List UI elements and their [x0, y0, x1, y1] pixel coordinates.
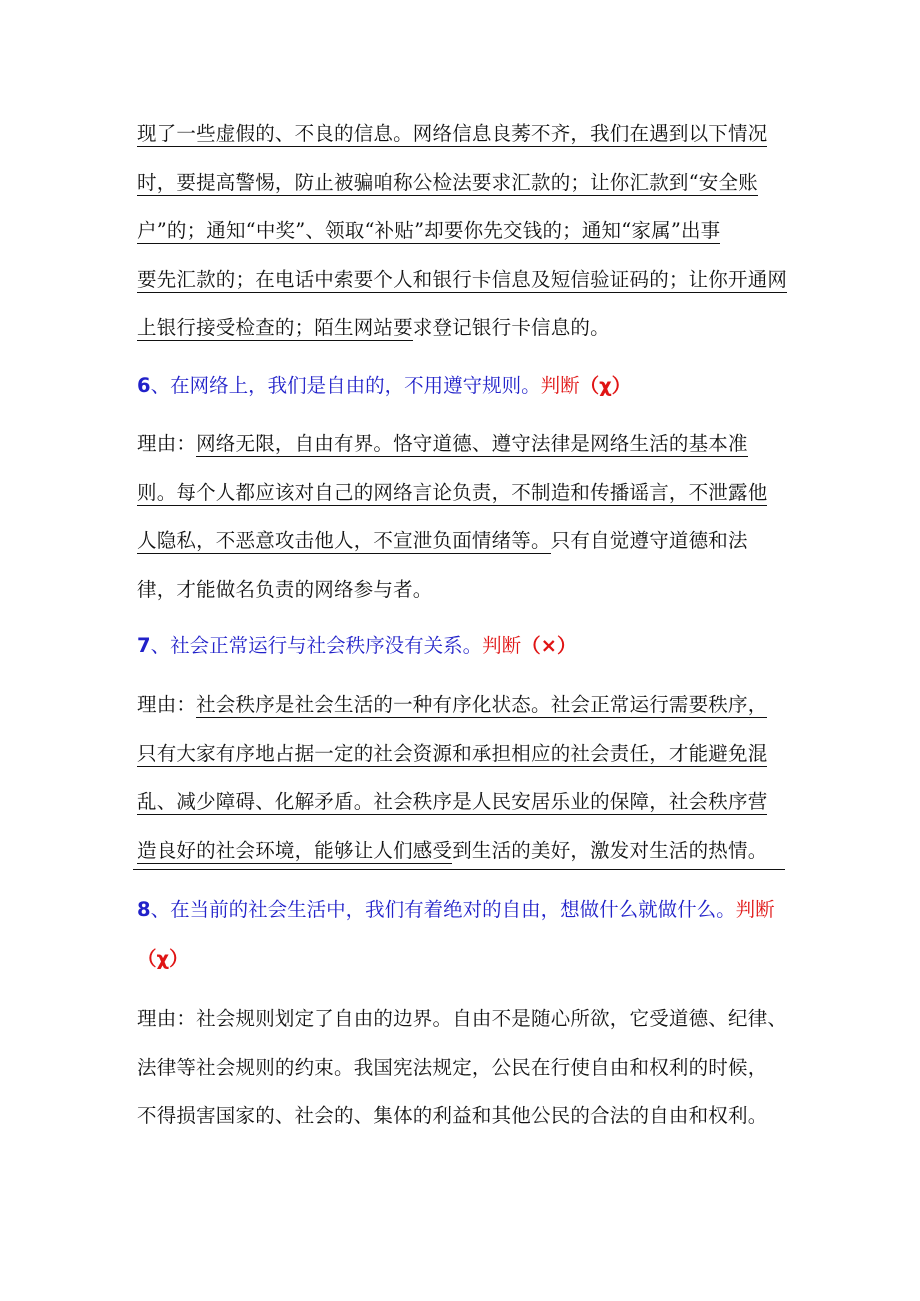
question-7-text: 、社会正常运行与社会秩序没有关系。	[150, 634, 483, 657]
question-6-reason-line-3-underlined: 人隐私，不恶意攻击他人，不宣泄负面情绪等。	[137, 529, 551, 553]
question-6-reason	[137, 420, 797, 614]
question-6-reason-label: 理由：	[137, 432, 197, 455]
question-7-judge-label: 判断	[482, 634, 522, 657]
question-6-reason-line-4: 律，才能做名负责的网络参与者。	[137, 577, 433, 601]
intro-line-4: 要先汇款的；在电话中索要个人和银行卡信息及短信验证码的；让你开通网	[137, 267, 788, 291]
question-6-reason-line-2: 则。每个人都应该对自己的网络言论负责，不制造和传播谣言，不泄露他	[137, 480, 768, 504]
question-7-reason	[137, 681, 797, 875]
question-8-reason	[137, 995, 797, 1141]
question-8-reason-line-1: 理由：社会规则划定了自由的边界。自由不是随心所欲，它受道德、纪律、	[137, 1007, 788, 1030]
question-6-number: 6	[137, 374, 151, 397]
intro-line-5-plain: 求登记银行卡信息的。	[412, 316, 610, 340]
question-7-reason-line-1: 社会秩序是社会生活的一种有序化状态。社会正常运行需要秩序，	[196, 693, 768, 716]
question-6	[137, 362, 797, 411]
question-8-answer: （χ）	[137, 946, 189, 970]
question-6-judge-label: 判断	[540, 374, 580, 397]
horizontal-rule	[133, 869, 785, 870]
question-8	[137, 886, 797, 983]
question-8-judge-label: 判断	[735, 898, 775, 921]
intro-paragraph	[137, 110, 797, 353]
question-8-reason-line-2: 法律等社会规则的约束。我国宪法规定，公民在行使自由和权利的时候，	[137, 1055, 768, 1079]
question-7-reason-line-3: 乱、减少障碍、化解矛盾。社会秩序是人民安居乐业的保障，社会秩序营	[137, 790, 768, 814]
question-6-answer: （χ）	[579, 374, 632, 397]
intro-line-2: 时，要提高警惕，防止被骗咱称公检法要求汇款的；让你汇款到“安全账	[137, 170, 758, 194]
question-7	[137, 622, 797, 671]
question-7-reason-label: 理由：	[137, 693, 197, 716]
question-7-reason-line-4-underlined: 造良好的社会环境，能够让人们感受	[137, 838, 453, 862]
question-8-number: 8	[137, 898, 151, 921]
question-6-text: 、在网络上，我们是自由的，不用遵守规则。	[150, 374, 541, 397]
question-7-answer: （×）	[521, 634, 577, 657]
question-7-number: 7	[137, 634, 151, 657]
question-8-text: 、在当前的社会生活中，我们有着绝对的自由，想做什么就做什么。	[150, 898, 736, 921]
intro-line-1: 现了一些虚假的、不良的信息。网络信息良莠不齐，我们在遇到以下情况	[137, 122, 768, 145]
question-7-reason-line-2: 只有大家有序地占据一定的社会资源和承担相应的社会责任，才能避免混	[137, 741, 768, 765]
question-7-reason-line-4-plain: 到生活的美好，激发对生活的热情。	[452, 838, 768, 862]
question-8-reason-line-3: 不得损害国家的、社会的、集体的利益和其他公民的合法的自由和权利。	[137, 1104, 768, 1128]
intro-line-5-underlined: 上银行接受检查的；陌生网站要	[137, 316, 413, 340]
intro-line-3: 户”的；通知“中奖”、领取“补贴”却要你先交钱的；通知“家属”出事	[137, 219, 721, 243]
question-6-reason-line-1: 网络无限，自由有界。恪守道德、遵守法律是网络生活的基本准	[196, 432, 748, 455]
question-6-reason-line-3-plain: 只有自觉遵守道德和法	[550, 529, 748, 553]
